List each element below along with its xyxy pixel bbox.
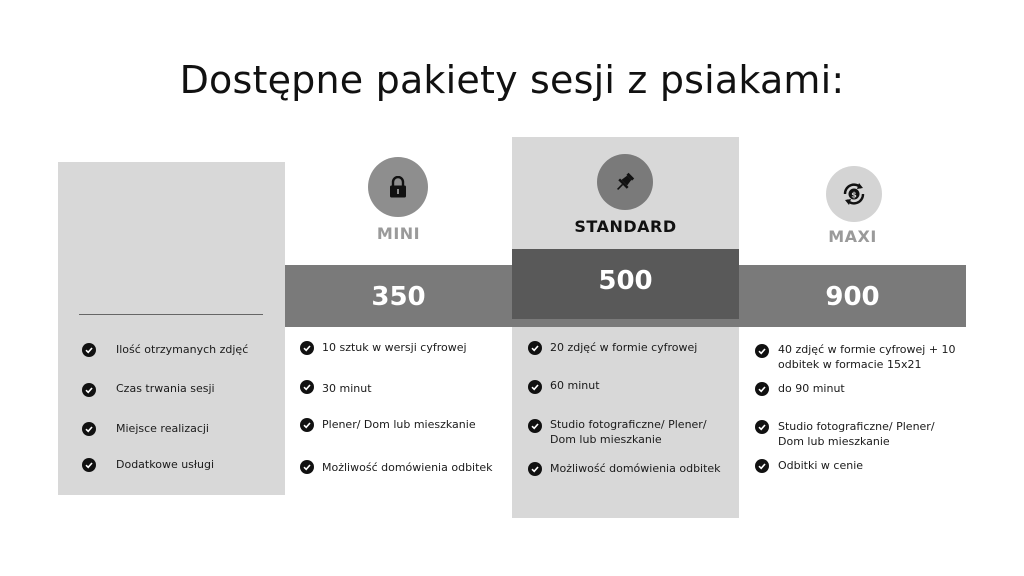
- feature-label-photos: Ilość otrzymanych zdjęć: [116, 343, 249, 356]
- mini-item-duration: 30 minut: [322, 382, 372, 395]
- check-icon: [755, 382, 769, 396]
- page-title: Dostępne pakiety sesji z psiakami:: [179, 58, 845, 102]
- feature-label-location: Miejsce realizacji: [116, 422, 209, 435]
- check-icon: [82, 343, 96, 357]
- check-icon: [300, 380, 314, 394]
- standard-item-duration: 60 minut: [550, 379, 600, 392]
- check-icon: [755, 459, 769, 473]
- svg-text:$: $: [851, 190, 857, 200]
- check-icon: [82, 383, 96, 397]
- check-icon: [528, 419, 542, 433]
- feature-label-extras: Dodatkowe usługi: [116, 458, 215, 471]
- mini-item-photos: 10 sztuk w wersji cyfrowej: [322, 341, 467, 354]
- standard-item-location: Studio fotograficzne/ Plener/ Dom lub mieszkanie: [550, 418, 707, 446]
- standard-package-name: STANDARD: [574, 217, 677, 236]
- maxi-item-location: Studio fotograficzne/ Plener/ Dom lub mieszkanie: [778, 420, 935, 448]
- mini-package-name: MINI: [376, 224, 421, 243]
- check-icon: [82, 458, 96, 472]
- check-icon: [528, 341, 542, 355]
- check-icon: [300, 341, 314, 355]
- check-icon: [300, 460, 314, 474]
- feature-label-duration: Czas trwania sesji: [116, 382, 215, 395]
- maxi-price: 900: [825, 282, 880, 312]
- divider-line: [79, 314, 263, 315]
- maxi-package-name: MAXI: [828, 227, 877, 246]
- features-label-panel: [58, 162, 285, 495]
- check-icon: [300, 418, 314, 432]
- maxi-item-photos: 40 zdjęć w formie cyfrowej + 10 odbitek w formacie 15x21: [778, 343, 956, 371]
- check-icon: [528, 462, 542, 476]
- mini-item-location: Plener/ Dom lub mieszkanie: [322, 418, 476, 431]
- check-icon: [755, 420, 769, 434]
- pushpin-icon: [597, 154, 653, 210]
- check-icon: [755, 344, 769, 358]
- mini-price: 350: [371, 282, 426, 312]
- check-icon: [82, 422, 96, 436]
- maxi-item-duration: do 90 minut: [778, 382, 845, 395]
- standard-item-extras: Możliwość domówienia odbitek: [550, 462, 721, 475]
- standard-item-photos: 20 zdjęć w formie cyfrowej: [550, 341, 698, 354]
- check-icon: [528, 380, 542, 394]
- lock-icon: [368, 157, 428, 217]
- dollar-cycle-icon: [826, 166, 882, 222]
- maxi-item-extras: Odbitki w cenie: [778, 459, 864, 472]
- mini-item-extras: Możliwość domówienia odbitek: [322, 461, 493, 474]
- standard-price: 500: [598, 266, 653, 296]
